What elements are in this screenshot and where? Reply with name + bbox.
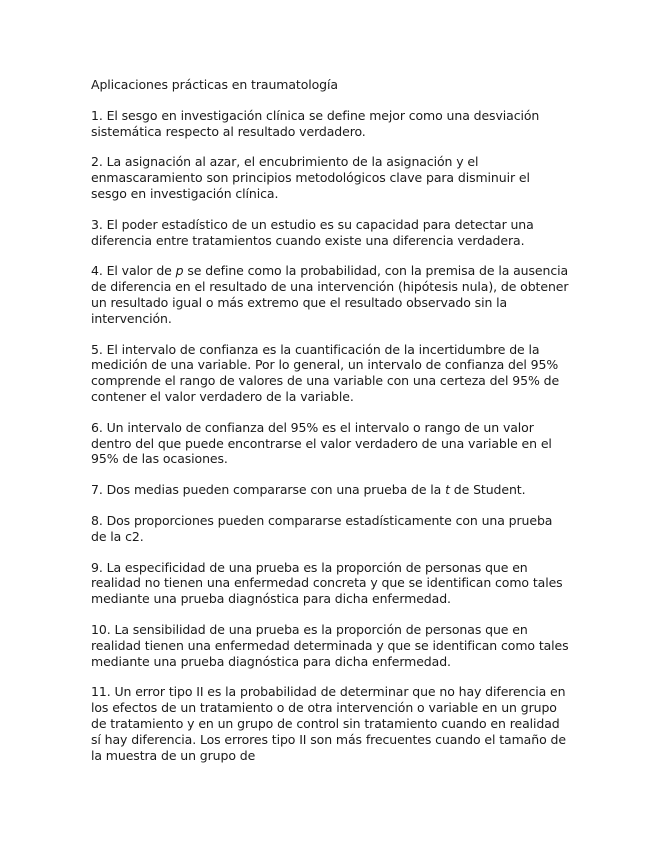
paragraph-item-2: 2. La asignación al azar, el encubrimiento de la asignación y el enmascaramiento son principios metodológicos clave para disminuir el sesgo en investigación clínica. (91, 154, 530, 201)
paragraph-item-7-italic: t (445, 482, 450, 498)
paragraph-item-4 (91, 263, 569, 326)
paragraph-item-10: 10. La sensibilidad de una prueba es la proporción de personas que en realidad tienen una enfermedad determinada y que se identifican como tales mediante una prueba diagnóstica para dicha enfermedad. (91, 621, 569, 669)
paragraph-item-3: 3. El poder estadístico de un estudio es su capacidad para detectar una diferencia entre tratamientos cuando existe una diferencia verdadera. (91, 216, 534, 248)
paragraph-item-7-before: 7. Dos medias pueden compararse con una prueba de la (91, 482, 446, 498)
paragraph-item-4-after: se define como la probabilidad, con la premisa de la ausencia de diferencia en el resultado de una intervención (hipótesis nula), de obtener un resultado igual o más extremo que el resultado observado sin la intervención. (91, 263, 569, 326)
document-body (91, 77, 569, 763)
paragraph-item-11: 11. Un error tipo II es la probabilidad de determinar que no hay diferencia en los efectos de un tratamiento o de otra intervención o variable en un grupo de tratamiento y en un grupo de control sin tratamiento cuando en realidad sí hay diferencia. Los errores tipo II son más frecuentes cuando el tamaño de la muestra de un grupo de (91, 684, 566, 763)
paragraph-item-4-before: 4. El valor de (91, 263, 176, 279)
paragraph-item-5: 5. El intervalo de confianza es la cuantificación de la incertidumbre de la medición de una variable. Por lo general, un intervalo de confianza del 95% comprende el rango de valores de una variable con una certeza del 95% de contener el valor verdadero de la variable. (91, 341, 560, 404)
paragraph-item-1: 1. El sesgo en investigación clínica se define mejor como una desviación sistemática respecto al resultado verdadero. (91, 107, 540, 139)
paragraph-item-4-italic: p (175, 263, 184, 279)
paragraph-item-6: 6. Un intervalo de confianza del 95% es el intervalo o rango de un valor dentro del que puede encontrarse el valor verdadero de una variable en el 95% de las ocasiones. (91, 419, 552, 467)
paragraph-item-8: 8. Dos proporciones pueden compararse estadísticamente con una prueba de la c2. (91, 512, 553, 544)
paragraph-item-7 (91, 482, 569, 498)
paragraph-item-7-after: de Student. (449, 482, 526, 498)
paragraph-item-9: 9. La especificidad de una prueba es la proporción de personas que en realidad no tienen una enfermedad concreta y que se identifican como tales mediante una prueba diagnóstica para dicha enfermedad. (91, 559, 563, 607)
document-title: Aplicaciones prácticas en traumatología (91, 77, 338, 92)
